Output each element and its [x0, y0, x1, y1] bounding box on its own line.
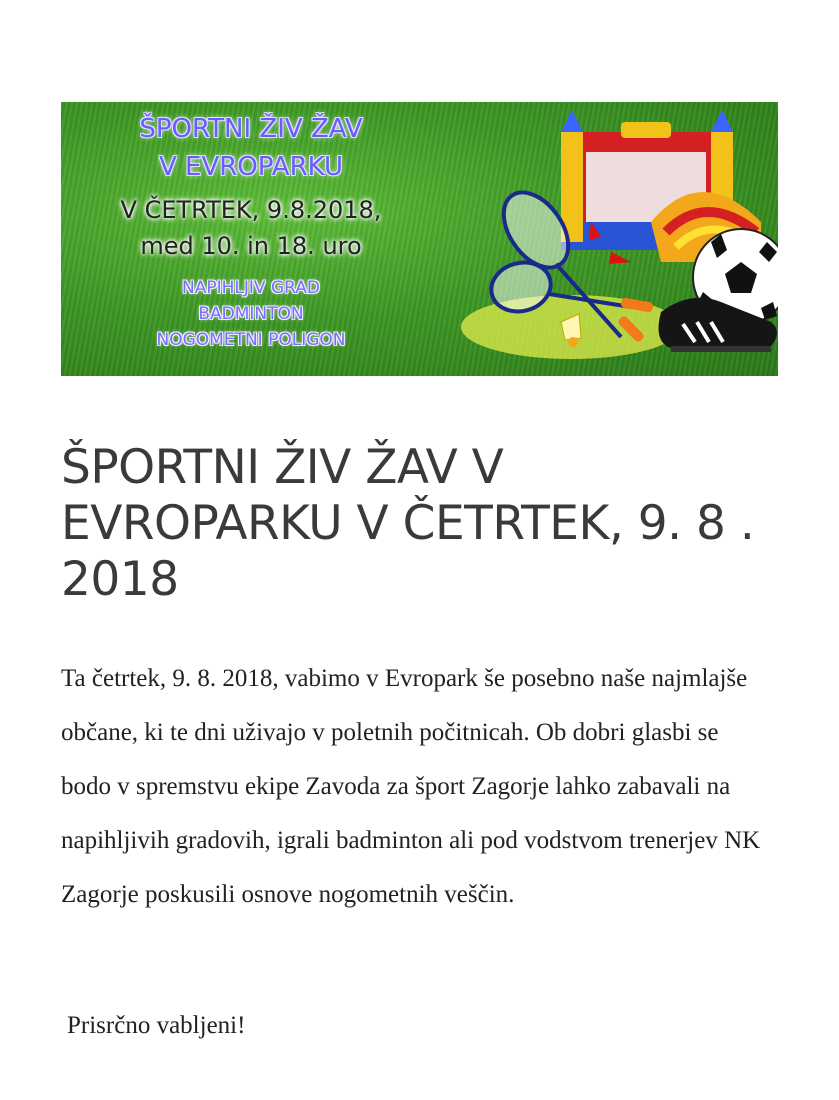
banner-title-line1: ŠPORTNI ŽIV ŽAV — [139, 114, 363, 144]
article-closing: Prisrčno vabljeni! — [67, 1012, 246, 1039]
banner-time-line: med 10. in 18. uro — [140, 232, 362, 260]
article-title: ŠPORTNI ŽIV ŽAV V EVROPARKU V ČETRTEK, 9. 8 . 2018 — [61, 440, 755, 607]
banner-activity-2: BADMINTON — [198, 304, 304, 324]
banner-illustration — [421, 102, 778, 376]
banner-date-line: V ČETRTEK, 9.8.2018, — [120, 196, 382, 224]
banner-activity-3: NOGOMETNI POLIGON — [156, 330, 346, 350]
banner-activity-1: NAPIHLJIV GRAD — [182, 278, 320, 298]
banner-title-line2: V EVROPARKU — [158, 152, 344, 182]
banner-text-block — [61, 102, 441, 376]
event-banner-image — [61, 102, 778, 376]
article-paragraph: Ta četrtek, 9. 8. 2018, vabimo v Evropark še posebno naše najmlajše občane, ki te dni uživajo v poletnih počitnicah. Ob dobri glasbi se bodo v spremstvu ekipe Zavoda za šport Zagorje lahko zabavali na napihljivih gradovih, igrali badminton ali pod vodstvom trenerjev NK Zagorje poskusili osnove nogometnih veščin. — [61, 665, 761, 908]
